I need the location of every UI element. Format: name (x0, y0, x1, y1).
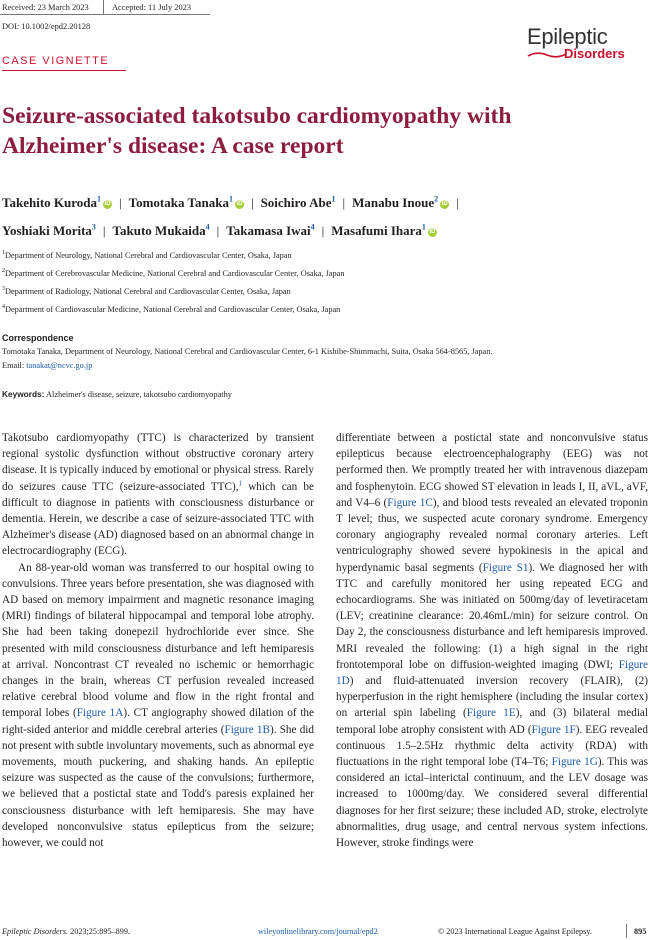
journal-logo (527, 24, 645, 64)
author[interactable]: Tomotaka Tanaka$^1$iD (128, 195, 243, 211)
orcid-icon[interactable]: iD (441, 201, 448, 208)
author[interactable]: Takuto Mukaida$^4$ (112, 222, 210, 238)
figure-link[interactable]: Figure 1F (531, 723, 576, 736)
figure-link[interactable]: Figure 1E (466, 707, 516, 720)
affiliation: $^3$Department of Radiology, National Cerebral and Cardiovascular Center, Osaka, Japan (2, 286, 291, 296)
email-link[interactable]: tanakat@ncvc.go.jp (26, 361, 93, 370)
author[interactable]: Soichiro Abe$^1$ (260, 195, 336, 211)
author[interactable]: Masafumi Ihara$^1$iD (331, 222, 436, 238)
divider (2, 70, 126, 71)
correspondence-email: Email: tanakat@ncvc.go.jp (2, 361, 93, 370)
reference-link[interactable]: 1 (238, 478, 242, 487)
author[interactable]: Manabu Inoue$^2$iD (352, 195, 448, 211)
page-number: 895 (634, 927, 647, 936)
divider (626, 924, 627, 938)
figure-link[interactable]: Figure 1A (76, 707, 124, 720)
author[interactable]: Takehito Kuroda$^1$iD (2, 195, 111, 211)
body-column-right (336, 430, 648, 851)
logo-swirl-icon (527, 50, 567, 60)
divider (0, 14, 210, 15)
affiliation: $^4$Department of Cardiovascular Medicine, National Cerebral and Cardiovascular Center, Osaka, Japan (2, 304, 341, 314)
author[interactable]: Yoshiaki Morita$^3$ (2, 222, 96, 238)
doi[interactable]: DOI: 10.1002/epd2.20128 (2, 22, 91, 31)
orcid-icon[interactable]: iD (104, 201, 111, 208)
affiliation: $^2$Department of Cerebrovascular Medicine, National Cerebral and Cardiovascular Center, Osaka, Japan (2, 268, 345, 278)
received-date: Received: 23 March 2023 (2, 3, 89, 12)
paragraph: Takotsubo cardiomyopathy (TTC) is characterized by transient regional systolic dysfunction without obstructive coronary artery disease. It is typically induced by emotional or physical stress. Rarely do seizures cause TTC (seizure-associated TTC),$^1$ which can be difficult to diagnose in patients with consciousness disturbance or dementia. Herein, we describe a case of seizure-associated TTC with Alzheimer's disease (AD) diagnosed based on an abnormal change in electrocardiography (ECG). (2, 432, 314, 558)
logo-text-top: Epileptic (527, 24, 608, 49)
paragraph: differentiate between a postictal state and nonconvulsive status epilepticus because electroencephalography (EEG) was not performed then. We promptly treated her with intravenous diazepam and fosphenytoin. ECG showed ST elevation in leads I, II, aVL, aVF, and V4–6 (Figure 1C), and blood tests revealed an elevated troponin T level; thus, we suspected acute coronary syndrome. Emergency coronary angiography revealed normal coronary arteries. Left ventriculography showed severe hypokinesis in the apical and hyperdynamic basal segments (Figure S1). We diagnosed her with TTC and carefully monitored her using repeated ECG and echocardiograms. She was initiated on 500mg/day of levetiracetam (LEV; creatinine clearance: 20.46mL/min) for seizure control. On Day 2, the consciousness disturbance and left hemiparesis improved. MRI revealed the following: (1) a high signal in the right frontotemporal lobe on diffusion-weighted imaging (DWI; Figure 1D) and fluid-attenuated inversion recovery (FLAIR), (2) hyperperfusion in the right hemisphere (including the insular cortex) on arterial spin labeling (Figure 1E), and (3) bilateral medial temporal lobe atrophy consistent with AD (Figure 1F). EEG revealed continuous 1.5–2.5Hz rhythmic delta activity (RDA) with fluctuations in the right temporal lobe (T4–T6; Figure 1G). This was considered an ictal–interictal continuum, and the LEV dosage was increased to 1000mg/day. We considered several differential diagnoses for her first seizure; these included AD, stroke, electrolyte abnormalities, drug usage, and central nervous system infections. However, stroke findings were (336, 432, 649, 850)
author[interactable]: Takamasa Iwai$^4$ (226, 222, 315, 238)
body-column-left (2, 430, 314, 851)
logo-text-bottom: Disorders (564, 46, 625, 61)
article-title: Seizure-associated takotsubo cardiomyopathy with Alzheimer's disease: A case report (2, 103, 512, 159)
correspondence-address: Tomotaka Tanaka, Department of Neurology, National Cerebral and Cardiovascular Center, 6-1 Kishibe-Shimmachi, Suita, Osaka 564-8565, Japan. (2, 347, 493, 356)
paragraph: An 88-year-old woman was transferred to our hospital owing to convulsions. Three years before presentation, she was diagnosed with AD based on memory impairment and magnetic resonance imaging (MRI) findings of bilateral hippocampal and temporal lobe atrophy. She had been taking donepezil hydrochloride ever since. She presented with mild consciousness disturbance and left hemiparesis at arrival. Noncontrast CT revealed no ischemic or hemorrhagic changes in the brain, whereas CT perfusion revealed increased relative cerebral blood volume and flow in the right frontal and temporal lobes (Figure 1A). CT angiography showed dilation of the right-sided anterior and middle cerebral arteries (Figure 1B). She did not present with subtle involuntary movements, such as abnormal eye movements, mouth puckering, and shaking hands. An epileptic seizure was suspected as the cause of the convulsions; furthermore, we believed that a postictal state and Todd's paresis explained her consciousness disturbance with left hemiparesis. She may have developed nonconvulsive status epilepticus from the seizure; however, we could not (2, 561, 315, 850)
figure-link[interactable]: Figure 1C (387, 496, 433, 509)
journal-url-link[interactable]: wileyonlinelibrary.com/journal/epd2 (258, 927, 378, 936)
figure-link[interactable]: Figure 1G (551, 756, 598, 769)
figure-link[interactable]: Figure 1D (336, 658, 648, 688)
author-list: Takehito Kuroda$^1$iD | Tomotaka Tanaka$^1$iD | Soichiro Abe$^1$ | Manabu Inoue$^2$iD | Yoshiaki Morita$^3$ | Takuto Mukaida$^4$ | Takamasa Iwai$^4$ | Masafumi Ihara$^1$iD (2, 195, 459, 238)
orcid-icon[interactable]: iD (236, 201, 243, 208)
figure-link[interactable]: Figure 1B (224, 723, 270, 736)
copyright: © 2023 International League Against Epilepsy. (438, 927, 592, 936)
affiliation: $^1$Department of Neurology, National Cerebral and Cardiovascular Center, Osaka, Japan (2, 250, 292, 260)
accepted-date: Accepted: 11 July 2023 (112, 3, 192, 12)
keywords: Keywords: Alzheimer's disease, seizure, takotsubo cardiomyopathy (2, 389, 232, 399)
orcid-icon[interactable]: iD (429, 228, 436, 235)
journal-citation: Epileptic Disorders. 2023;25:895–899. (2, 927, 130, 936)
section-label: CASE VIGNETTE (2, 55, 110, 67)
correspondence-heading: Correspondence (2, 333, 74, 343)
figure-link[interactable]: Figure S1 (482, 561, 529, 574)
divider (103, 0, 104, 14)
